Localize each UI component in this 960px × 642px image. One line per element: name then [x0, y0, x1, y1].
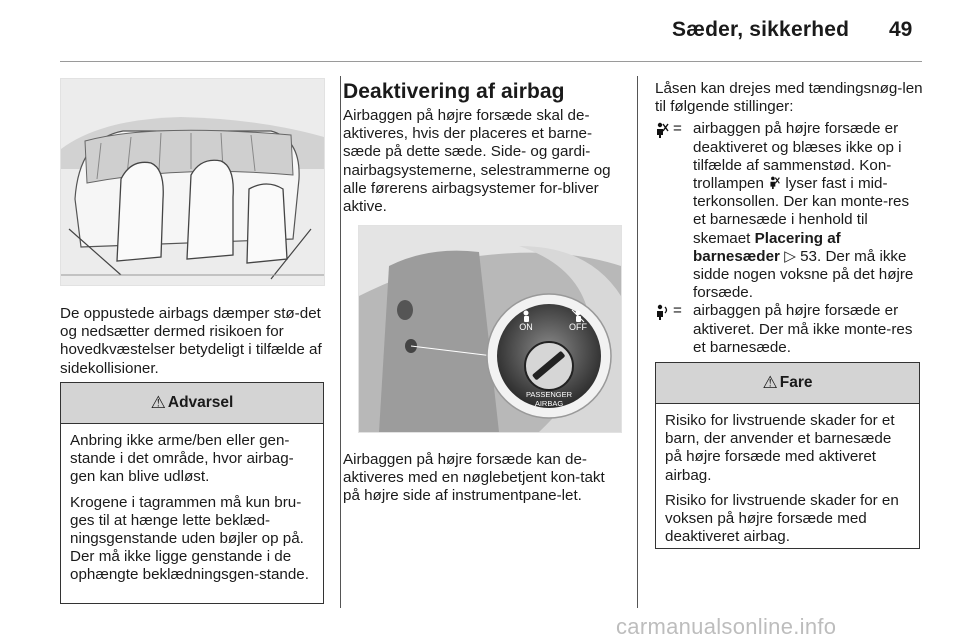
danger-box	[655, 362, 920, 549]
definition-airbag-off: = airbaggen på højre forsæde er deaktiveret og blæses ikke op i tilfælde af sammenstød. Kon-trollampen lyser fast i mid-terkonsollen. Der kan monte-res et barnesæde i henhold til skemaet Placering af barnesæder ▷ 53. Der må ikke sidde nogen voksne på det højre forsæde.	[655, 120, 923, 302]
curtain-airbag-caption: De oppustede airbags dæmper stø-det og nedsætter dermed risikoen for hovedkvæstelser betydeligt i tilfælde af sidekollisioner.	[60, 305, 322, 377]
airbag-off-icon	[655, 120, 673, 302]
switch-off-label: OFF	[569, 322, 587, 332]
header-divider	[60, 61, 922, 62]
danger-box-header	[656, 363, 919, 404]
danger-box-title: Fare	[779, 374, 813, 391]
switch-on-label: ON	[519, 322, 533, 332]
site-watermark: carmanualsonline.info	[616, 614, 837, 639]
danger-paragraph: Risiko for livstruende skader for et barn, der anvender et barnesæde på højre forsæde med aktiveret airbag.	[665, 412, 895, 484]
airbag-on-icon	[655, 302, 673, 357]
section-intro: Airbaggen på højre forsæde skal de-aktiveres, hvis der placeres et barne-sæde på dette sæde. Side- og gardi-nairbagsystemerne, selestrammerne og alle førerens airbagsystemer for-bliver aktive.	[343, 107, 611, 216]
airbag-off-lamp-icon	[768, 175, 781, 192]
reference-arrow-icon: ▷	[784, 247, 796, 265]
switch-name-line1: PASSENGER	[525, 390, 573, 399]
airbag-switch-caption: Airbaggen på højre forsæde kan de-aktiveres med en nøglebetjent kon-takt på højre side af instrumentpane-let.	[343, 451, 605, 505]
warning-triangle-icon: ⚠	[150, 393, 166, 412]
column-divider-left	[340, 76, 341, 608]
column-divider-right	[637, 76, 638, 608]
warning-box	[60, 382, 324, 604]
airbag-switch-photo	[358, 225, 622, 433]
page-header-title: Sæder, sikkerhed	[672, 18, 850, 41]
warning-paragraph: Krogene i tagrammen må kun bru-ges til at hænge lette beklæd-ningsgenstande uden bøjler op på. Der må ikke ligge genstande i de ophængte beklædningsgen-stande.	[70, 493, 309, 584]
danger-paragraph: Risiko for livstruende skader for en voksen på højre forsæde med deaktiveret airbag.	[665, 491, 899, 546]
section-title: Deaktivering af airbag	[343, 80, 565, 103]
cross-reference-link[interactable]: Placering af barnesæder	[693, 229, 841, 265]
warning-box-title: Advarsel	[167, 394, 234, 411]
page-number: 49	[889, 18, 913, 41]
switch-name-line2: AIRBAG	[534, 399, 564, 408]
warning-paragraph: Anbring ikke arme/ben eller gen-stande i det område, hvor airbag-gen kan blive udløst.	[70, 432, 294, 486]
definition-airbag-on: = airbaggen på højre forsæde er aktiveret. Der må ikke monte-res et barnesæde.	[655, 302, 923, 357]
warning-triangle-icon: ⚠	[762, 373, 778, 392]
curtain-airbag-illustration	[60, 78, 325, 286]
warning-box-header	[61, 383, 323, 424]
switch-positions-intro: Låsen kan drejes med tændingsnøg-len til følgende stillinger:	[655, 80, 923, 116]
